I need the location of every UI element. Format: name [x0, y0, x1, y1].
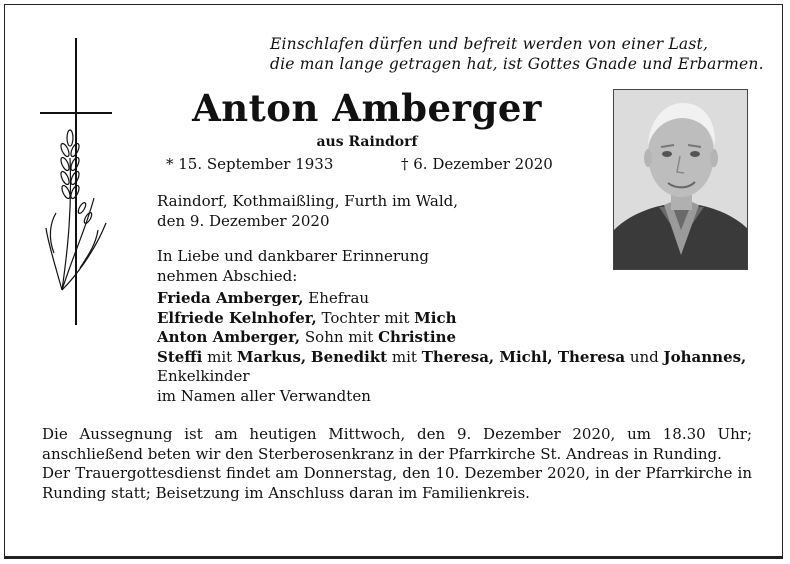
service-info	[42, 425, 752, 503]
place-date	[157, 192, 458, 231]
portrait-image	[614, 90, 748, 270]
mourner-role: Sohn mit	[300, 328, 379, 346]
mourners-list	[157, 289, 746, 406]
mourner-role: Ehefrau	[303, 289, 370, 307]
mourner-name: Elfriede Kelnhofer,	[157, 308, 317, 327]
birth-date: * 15. September 1933	[166, 155, 334, 173]
mourner-grandchildren	[157, 348, 746, 368]
mourner-name: Steffi	[157, 347, 203, 366]
deceased-name: Anton Amberger	[192, 86, 542, 130]
relatives-line: im Namen aller Verwandten	[157, 386, 371, 405]
mourner-name: Theresa, Michl, Theresa	[421, 347, 626, 366]
quote-line-2: die man lange getragen hat, ist Gottes Gnade und Erbarmen.	[270, 55, 764, 73]
mourner-name: Johannes,	[663, 347, 747, 366]
farewell	[157, 247, 429, 286]
mourner-name: Mich	[414, 308, 457, 327]
mourner-name: Anton Amberger,	[157, 328, 301, 346]
mourner-name: Markus,	[236, 347, 307, 366]
portrait-photo	[613, 89, 748, 270]
date-line: den 9. Dezember 2020	[157, 211, 330, 230]
cross-with-wheat-icon	[34, 38, 124, 330]
mourner-wife	[157, 289, 746, 309]
farewell-line-2: nehmen Abschied:	[157, 266, 298, 285]
place-line: Raindorf, Kothmaißling, Furth im Wald,	[157, 192, 459, 210]
connector: und	[625, 347, 664, 366]
mourner-name: Christine	[378, 328, 457, 346]
death-date: † 6. Dezember 2020	[401, 155, 553, 173]
connector: mit	[202, 347, 237, 366]
farewell-line-1: In Liebe und dankbarer Erinnerung	[157, 247, 429, 265]
service-paragraph-1: Die Aussegnung ist am heutigen Mittwoch, den 9. Dezember 2020, um 18.30 Uhr; anschließend beten wir den Sterberosenkranz in der Pfarrkirche St. Andreas in Runding.	[42, 425, 752, 463]
mourner-daughter	[157, 309, 746, 329]
connector: mit	[387, 347, 422, 366]
quote-line-1: Einschlafen dürfen und befreit werden von einer Last,	[270, 35, 709, 53]
quote	[270, 34, 764, 74]
service-paragraph-2: Der Trauergottesdienst findet am Donnerstag, den 10. Dezember 2020, in der Pfarrkirche in Runding statt; Beisetzung im Anschluss daran im Familienkreis.	[42, 464, 752, 502]
mourner-name: Benedikt	[310, 347, 388, 366]
mourner-name: Frieda Amberger,	[157, 289, 304, 307]
mourner-role: Tochter mit	[316, 308, 415, 327]
deceased-origin: aus Raindorf	[316, 134, 418, 150]
grandchildren-label: Enkelkinder	[157, 367, 250, 385]
mourner-son	[157, 328, 746, 348]
